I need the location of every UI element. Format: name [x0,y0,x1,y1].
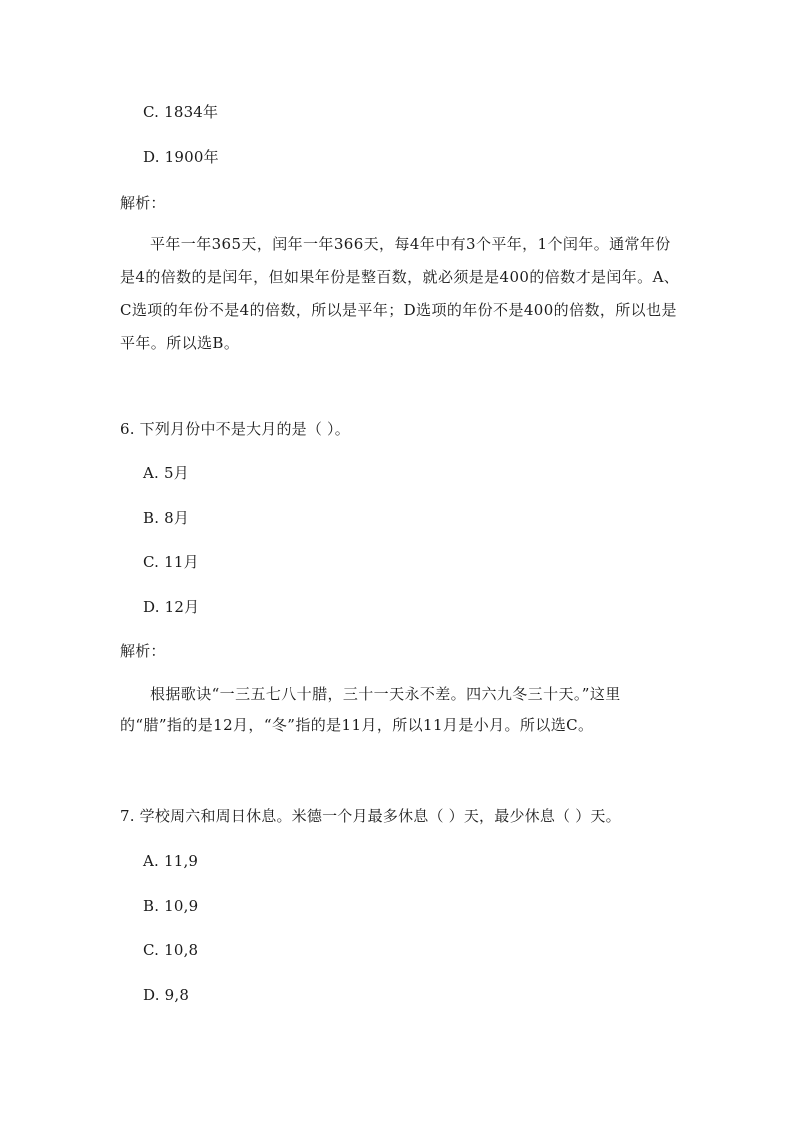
question-6-option-c: C. 11月 [143,553,199,571]
question-6-analysis-label: 解析： [120,642,166,660]
question-6-analysis-text: 根据歌诀“一三五七八十腊，三十一天永不差。四六九冬三十天。”这里的“腊”指的是12月，“冬”指的是11月，所以11月是小月。所以选C。 [120,685,621,734]
question-6-option-b: B. 8月 [143,509,190,527]
question-7-option-b: B. 10,9 [143,897,199,915]
question-6-option-d: D. 12月 [143,598,200,616]
question-6-stem: 6. 下列月份中不是大月的是（ ）。 [120,420,350,438]
analysis-text-prev: 平年一年365天，闰年一年366天，每4年中有3个平年，1个闰年。通常年份是4的倍数的是闰年，但如果年份是整百数，就必须是是400的倍数才是闰年。A、C选项的年份不是4的倍数，所以是平年；D选项的年份不是400的倍数，所以也是平年。所以选B。 [120,235,680,352]
analysis-label-prev: 解析： [120,194,166,212]
question-7-option-d: D. 9,8 [143,986,190,1004]
question-7-option-c: C. 10,8 [143,941,199,959]
question-6-option-a: A. 5月 [143,464,189,482]
option-c-prev: C. 1834年 [143,103,219,121]
option-d-prev: D. 1900年 [143,148,219,166]
question-7-option-a: A. 11,9 [143,852,199,870]
question-7-stem: 7. 学校周六和周日休息。米德一个月最多休息（ ）天，最少休息（ ）天。 [120,807,621,825]
